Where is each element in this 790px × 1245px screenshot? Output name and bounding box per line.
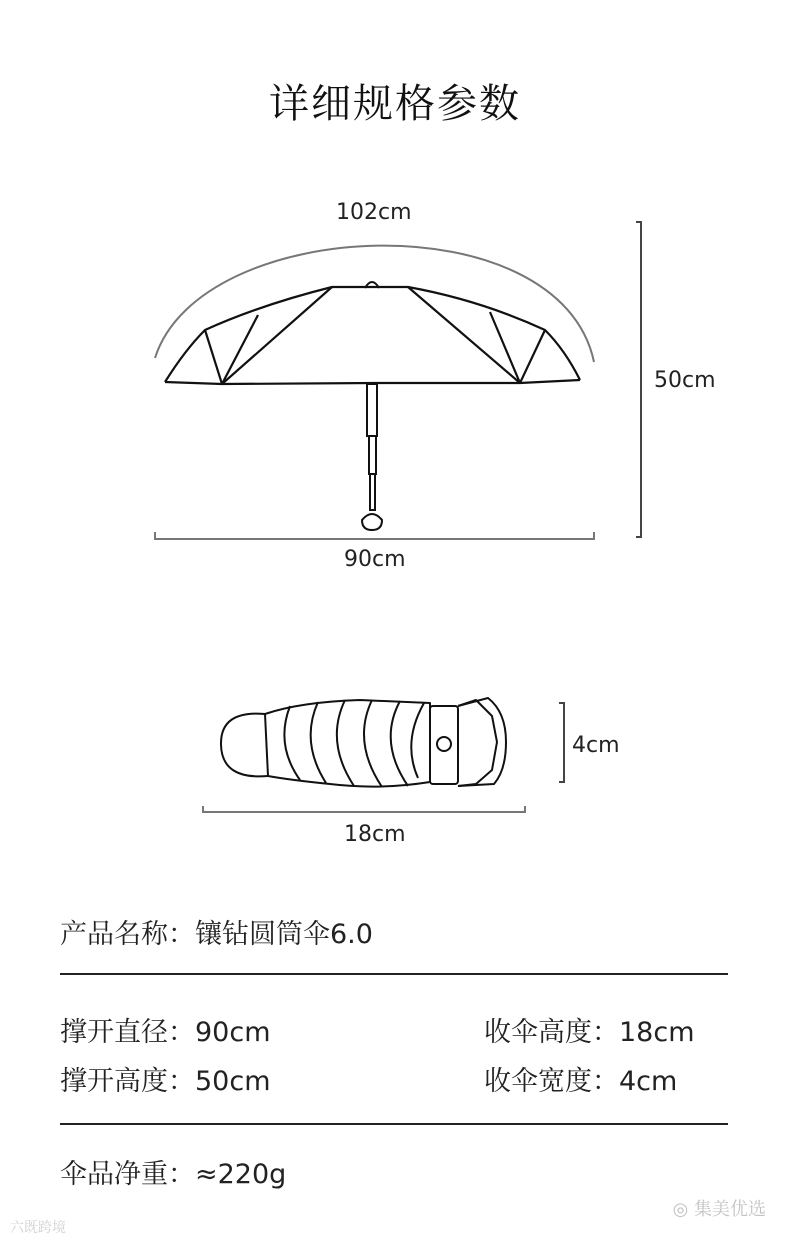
folded-length-label: 18cm (344, 822, 406, 847)
spec-value: 4cm (619, 1066, 678, 1097)
watermark-left (10, 1217, 66, 1237)
watermark-right (673, 1195, 766, 1221)
spec-key: 撑开直径： (60, 1017, 195, 1048)
open-width-label: 90cm (344, 547, 406, 572)
divider (60, 1123, 728, 1125)
spec-key: 伞品净重： (60, 1159, 195, 1190)
arc-length-label: 102cm (336, 200, 412, 225)
spec-key: 收伞宽度： (484, 1066, 619, 1097)
folded-umbrella-body (221, 698, 506, 787)
spec-key: 撑开高度： (60, 1066, 195, 1097)
open-height-label: 50cm (654, 368, 716, 393)
folded-height-dimension-line (559, 703, 564, 782)
spec-product-name (60, 912, 373, 951)
divider (60, 973, 728, 975)
spec-value: 90cm (195, 1017, 271, 1048)
wechat-icon: ◎ (672, 1199, 694, 1220)
watermark-right-text: 集美优选 (694, 1199, 766, 1220)
spec-open-diameter (60, 1010, 271, 1049)
spec-value: 50cm (195, 1066, 271, 1097)
spec-value: 18cm (619, 1017, 695, 1048)
page-title: 详细规格参数 (269, 81, 521, 127)
spec-closed-width (484, 1059, 677, 1098)
spec-value: 镶钻圆筒伞6.0 (195, 919, 373, 950)
spec-key: 产品名称： (60, 919, 195, 950)
spec-open-height (60, 1059, 271, 1098)
spec-key: 收伞高度： (484, 1017, 619, 1048)
length-dimension-line (203, 806, 525, 812)
folded-height-label: 4cm (572, 733, 620, 758)
spec-closed-height (484, 1010, 695, 1049)
watermark-left-text: 六既跨境 (10, 1220, 66, 1236)
spec-weight (60, 1152, 286, 1191)
spec-value: ≈220g (195, 1159, 287, 1190)
